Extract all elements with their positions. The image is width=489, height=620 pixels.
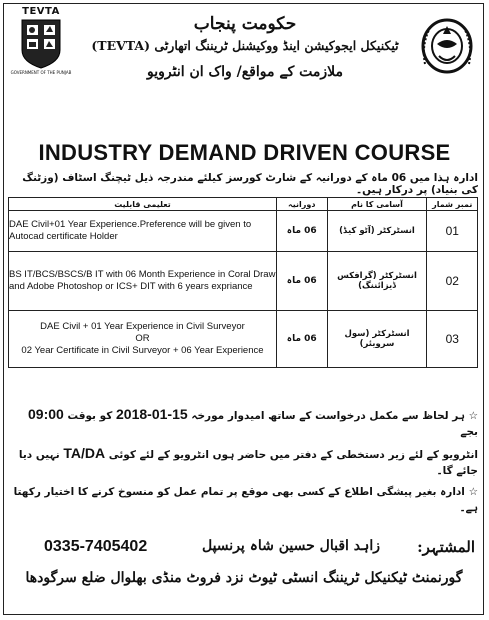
header-post: آسامی کا نام [327,198,427,211]
notes-section [8,406,478,521]
tevta-title: ٹیکنیکل ایجوکیشن اینڈ ووکیشنل ٹریننگ اتھارٹی (TEVTA) [91,38,399,53]
table-row [9,211,478,252]
punjab-seal-icon [417,14,477,80]
interview-date: 15-01-2018 [116,406,188,422]
post-cell: انسٹرکٹر (آٹو کیڈ) [327,211,427,252]
table-row [9,252,478,311]
star-icon: ☆ [468,486,478,498]
qualification-line: 02 Year Certificate in Civil Surveyor + 06 Year Experience [21,345,264,356]
sr-cell: 01 [427,211,478,252]
note1-text-c: بجے [460,426,478,438]
qualification-cell: DAE Civil+01 Year Experience.Preference will be given to Autocad certificate Holder [9,211,277,252]
post-cell: انسٹرکٹر (سول سرویئر) [327,311,427,368]
note-cancellation [8,484,478,516]
duration-cell: 06 ماہ [276,252,327,311]
duration-cell: 06 ماہ [276,211,327,252]
contact-phone: 0335-7405402 [44,538,148,555]
note1-text-b: کو بوقت [67,410,113,422]
tevta-logo [10,6,72,80]
sr-cell: 03 [427,311,478,368]
qualification-line: DAE Civil + 01 Year Experience in Civil Surveyor [40,321,245,332]
header-duration: دورانیہ [276,198,327,211]
post-cell: انسٹرکٹر (گرافکس ڈیزائننگ) [327,252,427,311]
advertiser-label: المشتہر: [417,538,475,556]
contact-name: زاہد اقبال حسین شاہ پرنسپل [201,538,380,554]
intro-text: ادارہ ہذا میں 06 ماہ کے دورانیہ کے شارٹ کورسز کیلئے مندرجہ ذیل ٹیچنگ اسٹاف (وزٹنگ کی بنیاد) پر درکار ہیں۔ [22,172,478,196]
note-tada [8,445,478,479]
table-header-row [9,198,478,211]
course-title: INDUSTRY DEMAND DRIVEN COURSE [38,140,451,165]
tevta-emblem-icon [10,6,72,80]
interview-time: 09:00 [28,406,64,422]
header-sr: نمبر شمار [427,198,478,211]
qualification-cell: BS IT/BCS/BSCS/B IT with 06 Month Experience in Coral Draw and Adobe Photoshop or ICS+ DIT with 6 years expriance [9,252,277,311]
duration-cell: 06 ماہ [276,311,327,368]
posts-table [8,197,478,368]
sr-cell: 02 [427,252,478,311]
jobs-title: ملازمت کے مواقع/ واک ان انٹرویو [147,64,343,80]
punjab-government-logo [417,14,477,80]
government-title: حکومت پنجاب [193,14,297,34]
tevta-logo-subtext: GOVERNMENT OF THE PUNJAB [10,70,72,75]
tevta-logo-text: TEVTA [22,6,60,17]
note1-text-a: ہر لحاظ سے مکمل درخواست کے ساتھ امیدوار مورخہ [191,410,465,422]
qualification-line: OR [135,333,150,344]
qualification-cell [9,311,277,368]
institute-address: گورنمنٹ ٹیکنیکل ٹریننگ انسٹی ٹیوٹ نزد فروٹ منڈی بھلوال ضلع سرگودھا [25,570,463,586]
table-row [9,311,478,368]
note2-text: انٹرویو کے لئے زیر دستخطی کے دفتر میں حاضر ہوں انٹرویو کے لئے کوئی [108,449,478,461]
note3-text: ادارہ بغیر پیشگی اطلاع کے کسی بھی موقع پر تمام عمل کو منسوخ کرنے کا اختیار رکھتا ہے۔ [13,486,478,514]
note2-end: نہیں دیا جائے گا۔ [18,449,478,477]
header-qualification: تعلیمی قابلیت [9,198,277,211]
star-icon: ☆ [468,410,478,422]
tada-label: TA/DA [63,445,106,461]
note-interview-date [8,406,478,440]
